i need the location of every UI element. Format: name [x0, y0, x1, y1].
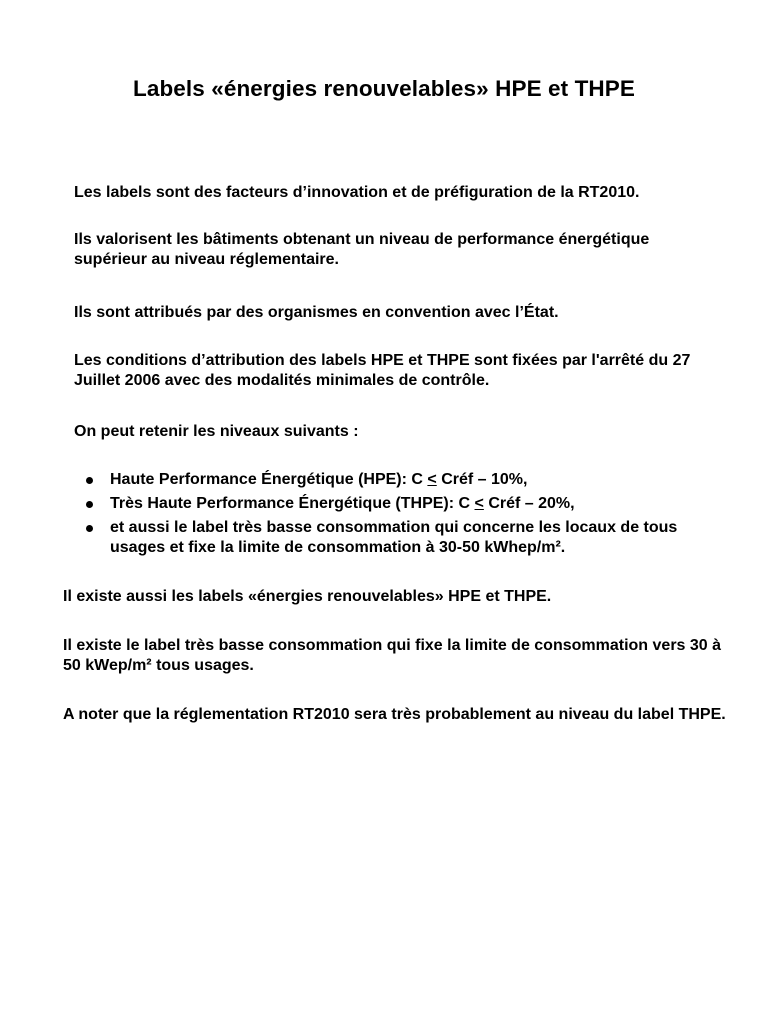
paragraph-conditions: Les conditions d’attribution des labels HPE et THPE sont fixées par l'arrêté du 27 Juillet 2006 avec des modalités minimales de contrôle.	[74, 352, 691, 389]
hpe-prefix: Haute Performance Énergétique (HPE): C	[110, 471, 428, 488]
bullet-icon	[86, 525, 93, 532]
paragraph-performance: Ils valorisent les bâtiments obtenant un niveau de performance énergétique supérieur au niveau réglementaire.	[74, 231, 650, 268]
paragraph-attribution-organisms: Ils sont attribués par des organismes en convention avec l’État.	[74, 304, 559, 321]
paragraph-bbc-label: Il existe le label très basse consommation qui fixe la limite de consommation vers 30 à 50 kWep/m² tous usages.	[63, 637, 722, 674]
bullet-icon	[86, 501, 93, 508]
paragraph-innovation: Les labels sont des facteurs d’innovation et de préfiguration de la RT2010.	[74, 184, 640, 201]
levels-list	[86, 470, 736, 562]
thpe-symbol: <	[474, 495, 484, 512]
list-item-bbc	[86, 518, 736, 558]
thpe-prefix: Très Haute Performance Énergétique (THPE): C	[110, 495, 475, 512]
paragraph-levels-intro: On peut retenir les niveaux suivants :	[74, 423, 359, 440]
list-item-hpe	[86, 470, 736, 490]
hpe-symbol: <	[427, 471, 437, 488]
list-item-thpe	[86, 494, 736, 514]
paragraph-renewable-labels: Il existe aussi les labels «énergies renouvelables» HPE et THPE.	[63, 588, 552, 605]
bullet-icon	[86, 477, 93, 484]
paragraph-rt2010-note: A noter que la réglementation RT2010 sera très probablement au niveau du label THPE.	[63, 706, 726, 723]
bbc-text: et aussi le label très basse consommation qui concerne les locaux de tous usages et fixe la limite de consommation à 30-50 kWhep/m².	[110, 519, 678, 556]
page-title: Labels «énergies renouvelables» HPE et THPE	[132, 76, 635, 101]
hpe-suffix: Créf – 10%,	[436, 471, 528, 488]
thpe-suffix: Créf – 20%,	[483, 495, 575, 512]
